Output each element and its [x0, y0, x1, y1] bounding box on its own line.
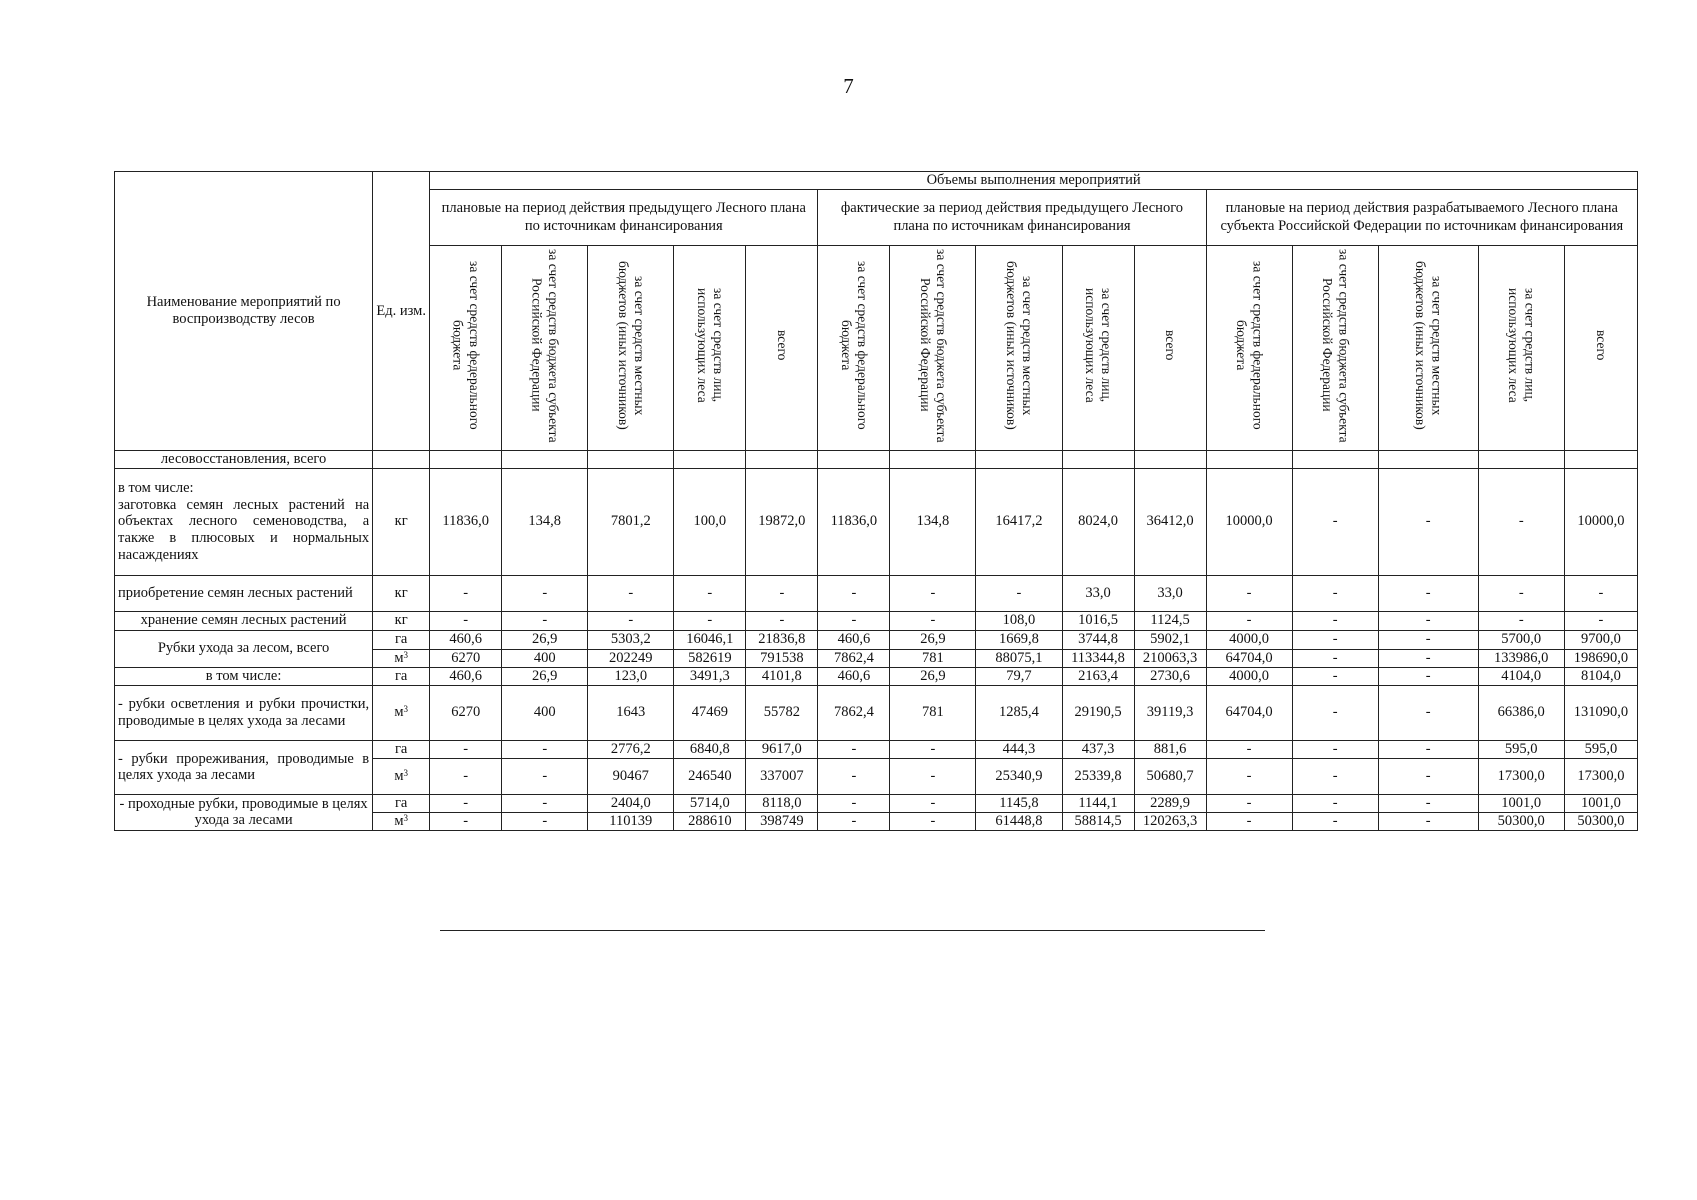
value-cell: 1285,4 [976, 685, 1062, 740]
table-row [115, 575, 1638, 611]
subheader-cell [588, 245, 674, 450]
value-cell: 3491,3 [674, 667, 746, 685]
value-cell: 2404,0 [588, 794, 674, 812]
value-cell: 133986,0 [1478, 649, 1564, 667]
value-cell: 108,0 [976, 611, 1062, 630]
subheader-label: за счет средств лиц, использующих леса [1506, 287, 1538, 403]
value-cell: 16417,2 [976, 468, 1062, 575]
table-row [115, 611, 1638, 630]
value-cell: 1144,1 [1062, 794, 1134, 812]
value-cell: - [890, 794, 976, 812]
value-cell: 10000,0 [1206, 468, 1292, 575]
value-cell: - [1564, 575, 1637, 611]
value-cell: 131090,0 [1564, 685, 1637, 740]
value-cell: - [674, 611, 746, 630]
value-cell: 123,0 [588, 667, 674, 685]
value-cell: 881,6 [1134, 740, 1206, 758]
value-cell [1292, 450, 1378, 468]
unit-text: м [394, 767, 404, 784]
unit-text: га [394, 794, 408, 811]
subheader-label: за счет средств федерального бюджета [1234, 261, 1266, 430]
value-cell [588, 450, 674, 468]
value-cell: 8118,0 [746, 794, 818, 812]
value-cell: 6270 [430, 649, 502, 667]
value-cell: 33,0 [1134, 575, 1206, 611]
unit-text: м [394, 704, 404, 721]
value-cell: - [818, 575, 890, 611]
value-cell: 595,0 [1478, 740, 1564, 758]
value-cell: 781 [890, 685, 976, 740]
unit-text: кг [394, 513, 408, 530]
value-cell: 1643 [588, 685, 674, 740]
value-cell: - [1292, 575, 1378, 611]
value-cell: 460,6 [818, 630, 890, 649]
value-cell: 8104,0 [1564, 667, 1637, 685]
value-cell: 595,0 [1564, 740, 1637, 758]
value-cell [1134, 450, 1206, 468]
value-cell: 17300,0 [1564, 758, 1637, 794]
value-cell: - [1206, 812, 1292, 830]
value-cell: 134,8 [502, 468, 588, 575]
value-cell: - [890, 740, 976, 758]
subheader-label: за счет средств бюджета субъекта Российской Федерации [917, 248, 950, 443]
value-cell: - [1378, 812, 1478, 830]
value-cell: - [1378, 611, 1478, 630]
value-cell: 582619 [674, 649, 746, 667]
activity-name-cell: - рубки прореживания, проводимые в целях ухода за лесами [115, 740, 373, 794]
unit-text: м [394, 649, 404, 666]
subheader-cell [1206, 245, 1292, 450]
activity-name-cell: - рубки осветления и рубки прочистки, проводимые в целях ухода за лесами [115, 685, 373, 740]
unit-cell [373, 611, 430, 630]
value-cell: 2163,4 [1062, 667, 1134, 685]
value-cell: 113344,8 [1062, 649, 1134, 667]
table-row [115, 450, 1638, 468]
value-cell: 1001,0 [1478, 794, 1564, 812]
value-cell: 6270 [430, 685, 502, 740]
value-cell [890, 450, 976, 468]
value-cell: 2776,2 [588, 740, 674, 758]
value-cell: 4000,0 [1206, 667, 1292, 685]
value-cell: - [890, 758, 976, 794]
value-cell: - [818, 611, 890, 630]
value-cell: - [890, 611, 976, 630]
header-volumes: Объемы выполнения мероприятий [430, 172, 1638, 190]
unit-cell [373, 667, 430, 685]
value-cell [818, 450, 890, 468]
value-cell: 400 [502, 685, 588, 740]
subheader-label: за счет средств федерального бюджета [450, 261, 482, 430]
value-cell: - [502, 740, 588, 758]
value-cell [1206, 450, 1292, 468]
value-cell: 50300,0 [1478, 812, 1564, 830]
value-cell: 246540 [674, 758, 746, 794]
value-cell: 55782 [746, 685, 818, 740]
activity-name-cell: в том числе: заготовка семян лесных растений на объектах лесного семеноводства, а также в плюсовых и нормальных насаждениях [115, 468, 373, 575]
unit-superscript: 3 [403, 649, 409, 660]
value-cell: 19872,0 [746, 468, 818, 575]
value-cell: 25339,8 [1062, 758, 1134, 794]
value-cell: 64704,0 [1206, 649, 1292, 667]
value-cell [1062, 450, 1134, 468]
subheader-cell [1378, 245, 1478, 450]
value-cell: 10000,0 [1564, 468, 1637, 575]
value-cell: 11836,0 [430, 468, 502, 575]
subheader-cell [1062, 245, 1134, 450]
value-cell: 6840,8 [674, 740, 746, 758]
subheader-cell [1134, 245, 1206, 450]
value-cell: 26,9 [502, 630, 588, 649]
subheader-label: за счет средств федерального бюджета [838, 261, 871, 430]
value-cell: - [430, 575, 502, 611]
value-cell: 11836,0 [818, 468, 890, 575]
subheader-label: всего [1163, 330, 1179, 361]
value-cell [746, 450, 818, 468]
value-cell: 61448,8 [976, 812, 1062, 830]
value-cell: 58814,5 [1062, 812, 1134, 830]
value-cell: 17300,0 [1478, 758, 1564, 794]
value-cell: 2730,6 [1134, 667, 1206, 685]
value-cell: 66386,0 [1478, 685, 1564, 740]
unit-superscript: 3 [403, 767, 409, 778]
page-number: 7 [843, 74, 854, 98]
value-cell: 36412,0 [1134, 468, 1206, 575]
value-cell: - [674, 575, 746, 611]
subheader-cell [890, 245, 976, 450]
subheader-label: за счет средств местных бюджетов (иных источников) [1413, 260, 1445, 430]
value-cell: - [588, 575, 674, 611]
value-cell: 437,3 [1062, 740, 1134, 758]
activity-name-cell: хранение семян лесных растений [115, 611, 373, 630]
subheader-cell [430, 245, 502, 450]
value-cell: - [1378, 758, 1478, 794]
subheader-cell [502, 245, 588, 450]
value-cell: 202249 [588, 649, 674, 667]
activity-name-cell: - проходные рубки, проводимые в целях ухода за лесами [115, 794, 373, 830]
value-cell: 398749 [746, 812, 818, 830]
value-cell: 1001,0 [1564, 794, 1637, 812]
value-cell: 5303,2 [588, 630, 674, 649]
unit-cell [373, 812, 430, 830]
unit-cell [373, 630, 430, 649]
value-cell [430, 450, 502, 468]
subheader-cell [746, 245, 818, 450]
subheader-label: всего [1593, 330, 1609, 361]
value-cell: - [1478, 575, 1564, 611]
value-cell: - [1378, 468, 1478, 575]
value-cell: 9700,0 [1564, 630, 1637, 649]
value-cell: 120263,3 [1134, 812, 1206, 830]
unit-superscript: 3 [403, 812, 409, 823]
subheader-label: за счет средств лиц, использующих леса [694, 287, 727, 403]
value-cell: - [890, 575, 976, 611]
value-cell: - [746, 611, 818, 630]
value-cell: - [818, 740, 890, 758]
header-group-planned-previous: плановые на период действия предыдущего Лесного плана по источникам финансирования [430, 189, 818, 245]
unit-cell [373, 740, 430, 758]
value-cell: - [1206, 758, 1292, 794]
value-cell: 33,0 [1062, 575, 1134, 611]
value-cell: 25340,9 [976, 758, 1062, 794]
activity-name-cell: Рубки ухода за лесом, всего [115, 630, 373, 667]
value-cell: 134,8 [890, 468, 976, 575]
value-cell: - [1378, 685, 1478, 740]
value-cell: 210063,3 [1134, 649, 1206, 667]
table-row [115, 667, 1638, 685]
unit-cell [373, 794, 430, 812]
value-cell [502, 450, 588, 468]
value-cell: - [502, 758, 588, 794]
value-cell: 4101,8 [746, 667, 818, 685]
value-cell: 110139 [588, 812, 674, 830]
value-cell: 100,0 [674, 468, 746, 575]
subheader-label: за счет средств бюджета субъекта Российской Федерации [1320, 248, 1352, 443]
table-row [115, 740, 1638, 758]
value-cell: - [1478, 468, 1564, 575]
value-cell: 8024,0 [1062, 468, 1134, 575]
footer-separator-line [440, 930, 1265, 931]
value-cell: - [818, 812, 890, 830]
value-cell: 1669,8 [976, 630, 1062, 649]
unit-cell [373, 450, 430, 468]
header-unit: Ед. изм. [373, 172, 430, 451]
value-cell: - [976, 575, 1062, 611]
activity-name-cell: в том числе: [115, 667, 373, 685]
value-cell: - [890, 812, 976, 830]
value-cell: 39119,3 [1134, 685, 1206, 740]
unit-cell [373, 649, 430, 667]
value-cell: - [430, 758, 502, 794]
value-cell: - [1378, 740, 1478, 758]
value-cell: 460,6 [430, 667, 502, 685]
unit-text: га [394, 740, 408, 757]
value-cell: 460,6 [818, 667, 890, 685]
unit-superscript: 3 [403, 704, 409, 715]
table-row [115, 685, 1638, 740]
value-cell: - [1292, 758, 1378, 794]
table-row [115, 630, 1638, 649]
value-cell: - [1292, 630, 1378, 649]
value-cell: - [502, 575, 588, 611]
value-cell: 1145,8 [976, 794, 1062, 812]
value-cell: 21836,8 [746, 630, 818, 649]
value-cell: - [588, 611, 674, 630]
subheader-cell [1478, 245, 1564, 450]
value-cell: 3744,8 [1062, 630, 1134, 649]
value-cell: 2289,9 [1134, 794, 1206, 812]
value-cell: 50680,7 [1134, 758, 1206, 794]
unit-text: га [394, 631, 408, 648]
value-cell [1378, 450, 1478, 468]
value-cell: 198690,0 [1564, 649, 1637, 667]
unit-text: га [394, 667, 408, 684]
value-cell: 5902,1 [1134, 630, 1206, 649]
value-cell: 7862,4 [818, 685, 890, 740]
value-cell: 791538 [746, 649, 818, 667]
value-cell: - [1378, 794, 1478, 812]
header-name: Наименование мероприятий по воспроизводству лесов [115, 172, 373, 451]
value-cell: - [1292, 794, 1378, 812]
value-cell: 16046,1 [674, 630, 746, 649]
value-cell: - [1478, 611, 1564, 630]
subheader-cell [1564, 245, 1637, 450]
subheader-label: всего [774, 330, 790, 361]
value-cell: - [502, 812, 588, 830]
value-cell: 400 [502, 649, 588, 667]
value-cell: 444,3 [976, 740, 1062, 758]
value-cell: 7801,2 [588, 468, 674, 575]
subheader-cell [674, 245, 746, 450]
unit-cell [373, 685, 430, 740]
value-cell: 29190,5 [1062, 685, 1134, 740]
value-cell: - [502, 794, 588, 812]
subheader-label: за счет средств лиц, использующих леса [1083, 287, 1115, 403]
subheader-label: за счет средств бюджета субъекта Российской Федерации [529, 248, 561, 443]
subheader-cell [976, 245, 1062, 450]
value-cell: - [1292, 685, 1378, 740]
unit-cell [373, 758, 430, 794]
unit-cell [373, 468, 430, 575]
value-cell: 50300,0 [1564, 812, 1637, 830]
value-cell: - [1378, 649, 1478, 667]
value-cell: 5700,0 [1478, 630, 1564, 649]
value-cell: 47469 [674, 685, 746, 740]
subheader-label: за счет средств местных бюджетов (иных источников) [1003, 260, 1036, 430]
value-cell [1564, 450, 1637, 468]
table-row [115, 468, 1638, 575]
value-cell: - [1292, 649, 1378, 667]
value-cell: 26,9 [890, 630, 976, 649]
value-cell: 288610 [674, 812, 746, 830]
forest-reproduction-table [114, 171, 1638, 831]
value-cell: 1016,5 [1062, 611, 1134, 630]
value-cell: 337007 [746, 758, 818, 794]
value-cell: 26,9 [502, 667, 588, 685]
value-cell: - [818, 758, 890, 794]
value-cell: - [1378, 575, 1478, 611]
unit-text: кг [394, 612, 408, 629]
value-cell: - [502, 611, 588, 630]
value-cell: - [1564, 611, 1637, 630]
value-cell: - [1292, 611, 1378, 630]
value-cell: - [1206, 575, 1292, 611]
value-cell: - [1292, 812, 1378, 830]
unit-text: кг [394, 584, 408, 601]
value-cell: 9617,0 [746, 740, 818, 758]
value-cell: - [746, 575, 818, 611]
value-cell: 88075,1 [976, 649, 1062, 667]
activity-name-cell: лесовосстановления, всего [115, 450, 373, 468]
value-cell: 5714,0 [674, 794, 746, 812]
value-cell: 79,7 [976, 667, 1062, 685]
value-cell [976, 450, 1062, 468]
value-cell: - [1292, 740, 1378, 758]
value-cell: - [1378, 630, 1478, 649]
subheader-cell [818, 245, 890, 450]
unit-cell [373, 575, 430, 611]
value-cell: 460,6 [430, 630, 502, 649]
value-cell: 90467 [588, 758, 674, 794]
table-row [115, 794, 1638, 812]
subheader-label: за счет средств местных бюджетов (иных источников) [615, 260, 647, 430]
value-cell: 4000,0 [1206, 630, 1292, 649]
value-cell [674, 450, 746, 468]
header-group-actual-previous: фактические за период действия предыдущего Лесного плана по источникам финансирования [818, 189, 1206, 245]
value-cell: 1124,5 [1134, 611, 1206, 630]
value-cell: - [818, 794, 890, 812]
value-cell: - [1206, 740, 1292, 758]
value-cell: - [430, 794, 502, 812]
value-cell: - [1378, 667, 1478, 685]
value-cell: - [1292, 667, 1378, 685]
value-cell: - [1206, 794, 1292, 812]
value-cell: - [1206, 611, 1292, 630]
value-cell: - [430, 740, 502, 758]
value-cell: - [430, 611, 502, 630]
value-cell: - [430, 812, 502, 830]
activity-name-cell: приобретение семян лесных растений [115, 575, 373, 611]
value-cell: 7862,4 [818, 649, 890, 667]
value-cell: 26,9 [890, 667, 976, 685]
unit-text: м [394, 812, 404, 829]
value-cell: 4104,0 [1478, 667, 1564, 685]
value-cell: 781 [890, 649, 976, 667]
header-group-planned-new: плановые на период действия разрабатываемого Лесного плана субъекта Российской Федерации по источникам финансирования [1206, 189, 1637, 245]
value-cell [1478, 450, 1564, 468]
value-cell: 64704,0 [1206, 685, 1292, 740]
subheader-cell [1292, 245, 1378, 450]
value-cell: - [1292, 468, 1378, 575]
